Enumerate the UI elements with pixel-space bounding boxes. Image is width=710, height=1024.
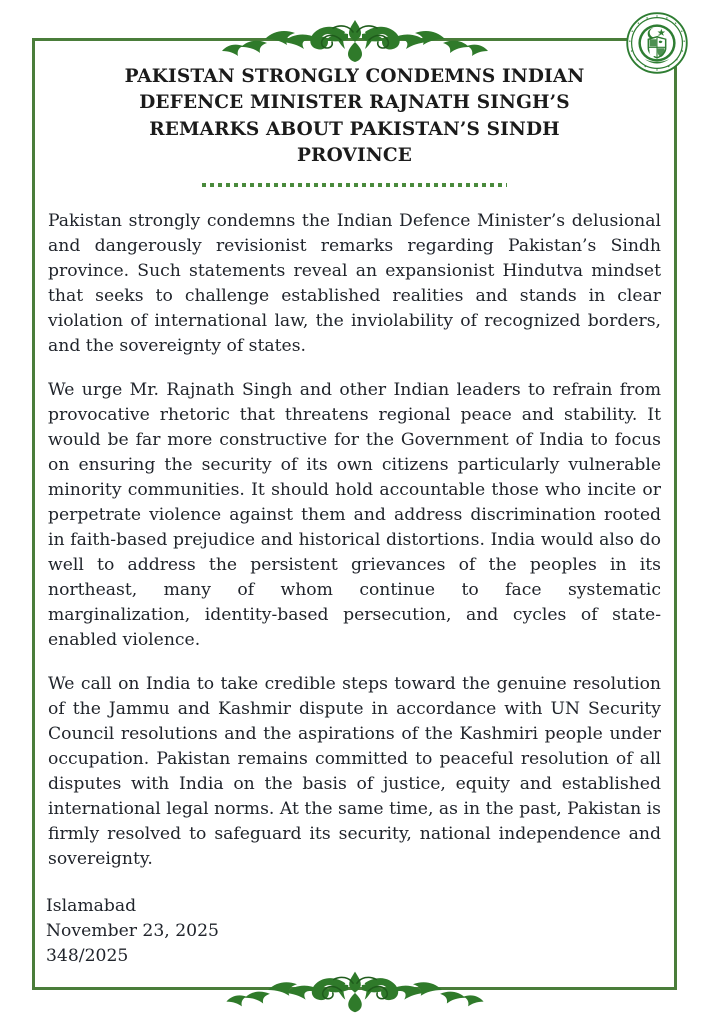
footer-reference-number: 348/2025 — [46, 945, 129, 966]
document-footer — [46, 894, 663, 968]
floral-ornament-bottom-icon — [210, 964, 500, 1016]
title-line-2: DEFENCE MINISTER RAJNATH SINGH’S — [139, 92, 570, 114]
floral-ornament-top-icon — [205, 16, 505, 62]
paragraph-3: We call on India to take credible steps toward the genuine resolution of the Jammu and Kashmir dispute in accordance with UN Security Council resolutions and the aspirations of the Kashmiri people under occupation. Pakistan remains committed to peaceful resolution of all disputes with India on the basis of justice, equity and established international legal norms. At the same time, as in the past, Pakistan is firmly resolved to safeguard its security, national independence and sovereignty. — [48, 674, 661, 870]
title-line-1: PAKISTAN STRONGLY CONDEMNS INDIAN — [124, 66, 585, 87]
footer-date: November 23, 2025 — [46, 921, 219, 942]
document-body — [32, 38, 677, 990]
paragraph-2: We urge Mr. Rajnath Singh and other Indian leaders to refrain from provocative rhetoric that threatens regional peace and stability. It would be far more constructive for the Government of India to focus on ensuring the security of its own citizens particularly vulnerable minority communities. It should hold accountable those who incite or perpetrate violence against them and address discrimination rooted in faith-based prejudice and historical distortions. India would also do well to address the persistent grievances of the peoples in its northeast, many of whom continue to face systematic marginalization, identity-based persecution, and cycles of state-enabled violence. — [48, 380, 661, 651]
page-title — [120, 64, 590, 169]
ministry-of-foreign-affairs-seal-icon — [626, 12, 688, 74]
footer-location: Islamabad — [46, 896, 137, 917]
title-line-3: REMARKS ABOUT PAKISTAN’S SINDH — [149, 118, 560, 140]
title-line-4: PROVINCE — [296, 144, 413, 166]
paragraph-1: Pakistan strongly condemns the Indian Defence Minister’s delusional and dangerously revisionist remarks regarding Pakistan’s Sindh province. Such statements reveal an expansionist Hindutva mindset that seeks to challenge established realities and stands in clear violation of international law, the inviolability of recognized borders, and the sovereignty of states. — [48, 211, 661, 357]
statement-text — [46, 209, 663, 872]
dotted-divider — [202, 183, 507, 187]
